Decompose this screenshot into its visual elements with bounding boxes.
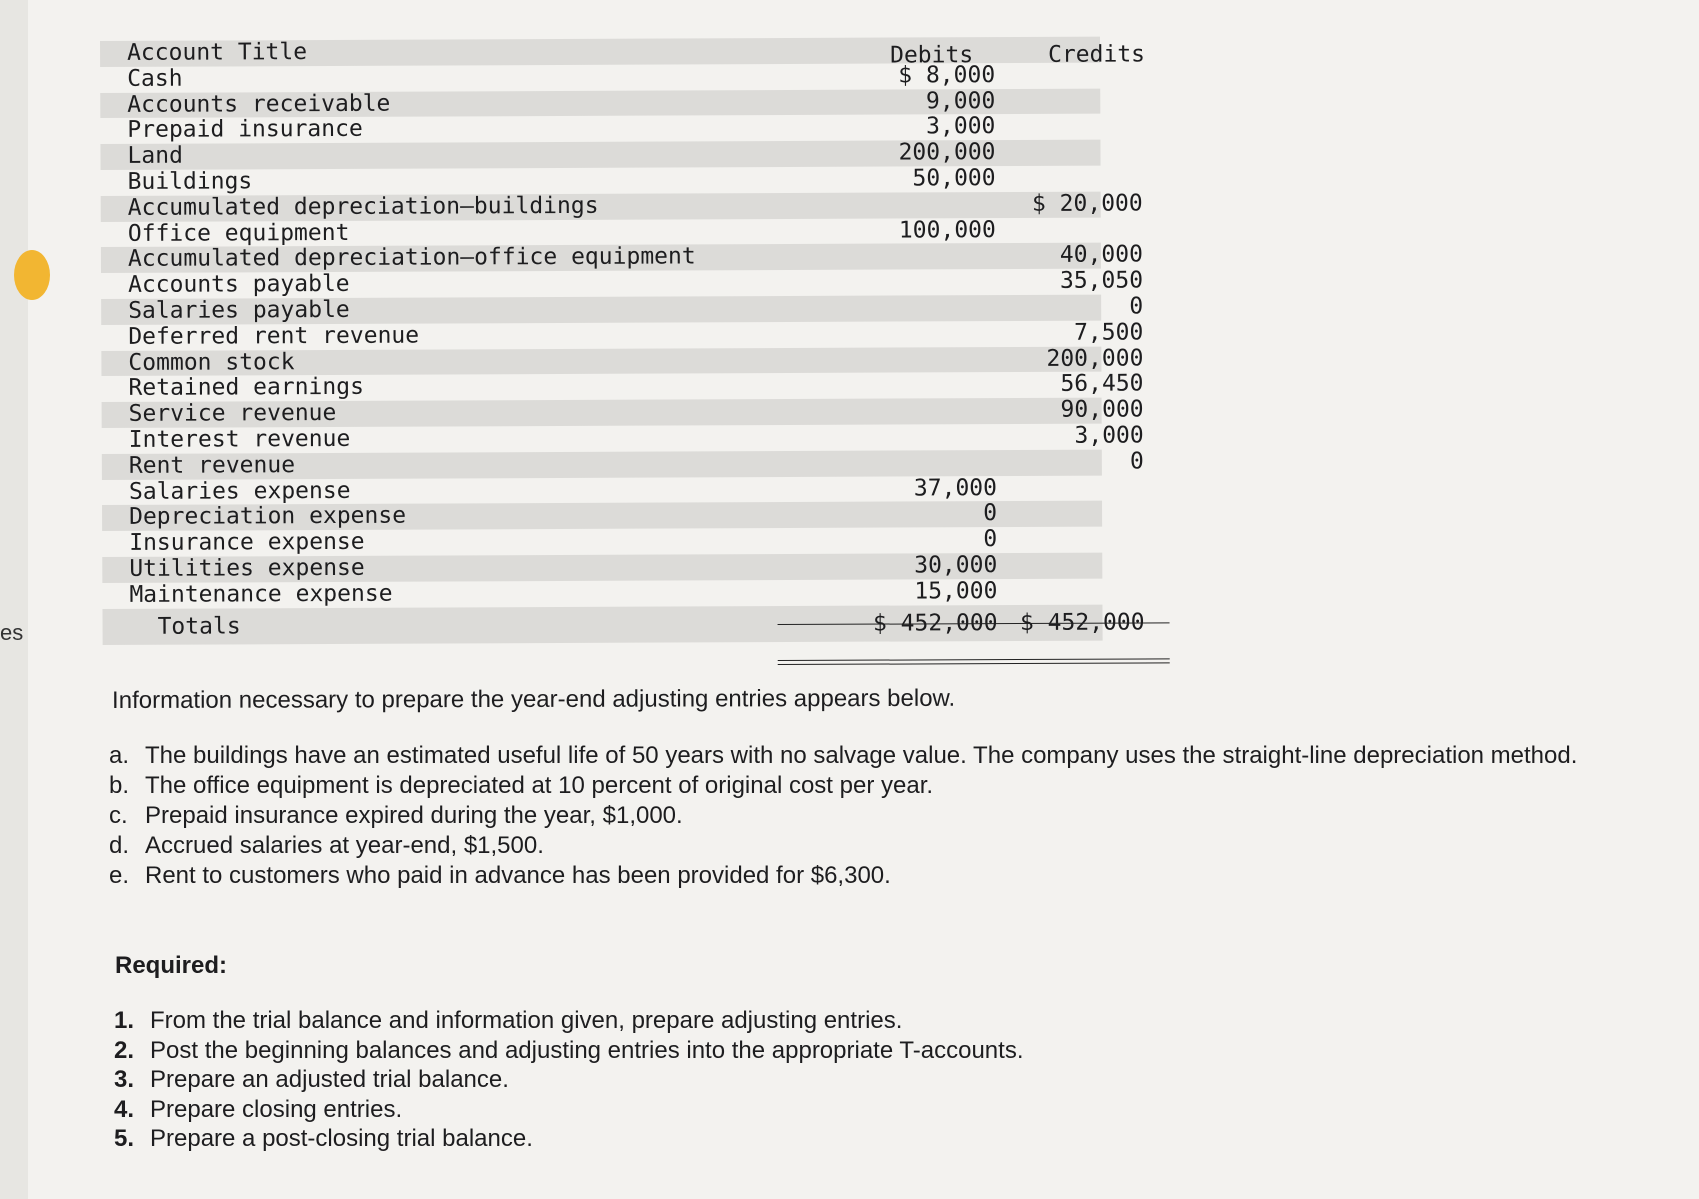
previous-page-edge [0,0,29,1199]
double-total-rule [778,658,1170,665]
yellow-highlight-marker [14,250,50,300]
account-title-cell: Land [127,142,183,170]
credit-cell [1002,578,1144,579]
debit-cell [752,398,997,399]
account-title-cell: Retained earnings [128,374,364,402]
list-item [109,831,1659,861]
list-item-label: d. [109,832,130,859]
account-title-cell: Salaries expense [128,477,351,505]
required-item-text: Prepare a post-closing trial balance. [150,1125,533,1152]
debit-cell: 0 [983,500,998,527]
account-title-cell: Depreciation expense [129,503,407,531]
credit-cell: 40,000 [1059,241,1143,269]
credit-cell [1002,552,1144,553]
debit-cell: $ 8,000 [898,61,996,89]
account-title-cell: Interest revenue [128,425,351,453]
required-item-text: Prepare an adjusted trial balance. [150,1066,509,1093]
account-title-cell: Accumulated depreciation—buildings [127,192,599,221]
list-item-label: e. [109,862,130,889]
cut-off-text: es [0,620,24,645]
totals-label: Totals [157,612,241,640]
credit-cell: 0 [1129,448,1144,475]
credit-cell [1000,140,1142,141]
account-title-cell: Prepaid insurance [127,116,363,144]
info-intro-text: Information necessary to prepare the year-end adjusting entries appears below. [112,684,956,714]
credit-cell: $ 20,000 [1031,190,1143,217]
list-item [109,801,1659,831]
debit-cell: 37,000 [913,474,998,501]
list-item [109,741,1659,771]
list-item-label: b. [109,772,130,799]
account-title-cell: Common stock [128,348,295,376]
list-item-text: Accrued salaries at year-end, $1,500. [145,832,544,859]
debit-cell: 200,000 [898,139,996,166]
required-item [114,1065,1023,1095]
account-title-cell: Buildings [127,168,253,195]
credit-cell: 7,500 [1073,319,1144,346]
debit-cell: 30,000 [914,552,998,579]
debit-cell [751,295,996,296]
trial-balance-table [100,37,1146,645]
required-heading: Required: [115,952,228,979]
list-item-text: The office equipment is depreciated at 10 percent of original cost per year. [145,772,934,799]
account-title-cell: Insurance expense [129,528,365,557]
required-item-text: Post the beginning balances and adjusting entries into the appropriate T-accounts. [150,1036,1024,1064]
account-title-cell: Accumulated depreciation—office equipment [127,243,696,273]
debit-cell [751,243,996,244]
table-body [100,61,1144,608]
debit-cell [751,372,996,373]
debit-cell [751,269,996,270]
list-item [109,861,1659,891]
required-item-number: 5. [114,1125,135,1152]
list-item-label: a. [109,742,130,769]
account-title-cell: Rent revenue [128,451,296,479]
credit-cell [1002,527,1144,528]
account-title-cell: Office equipment [127,219,350,247]
credit-cell: 35,050 [1059,267,1144,294]
account-title-cell: Cash [127,65,183,92]
credit-cell [1002,501,1144,502]
debit-cell: 15,000 [914,577,998,605]
credit-cell [1000,88,1142,89]
credit-cell [1001,165,1143,166]
account-title-cell: Service revenue [128,400,337,428]
required-item [114,1006,1023,1036]
debit-cell [751,321,996,322]
list-item-text: The buildings have an estimated useful life of 50 years with no salvage value. The company uses the straight-line depreciation method. [145,742,1578,769]
account-title-cell: Deferred rent revenue [128,322,420,350]
document-page [28,0,1699,1199]
totals-row [102,604,1145,644]
debit-cell: 3,000 [926,113,996,140]
required-list [114,1006,1023,1154]
credit-cell: 3,000 [1074,422,1144,449]
required-item-text: Prepare closing entries. [150,1095,403,1123]
credit-cell [1000,114,1142,115]
totals-debit: $ 452,000 [872,609,998,637]
required-item [114,1095,1023,1125]
account-title-cell: Maintenance expense [129,580,393,608]
totals-credit: $ 452,000 [1019,608,1145,636]
debit-cell [751,192,996,193]
account-title-cell: Utilities expense [129,554,365,582]
required-item-number: 3. [114,1066,135,1093]
list-item [109,771,1659,801]
list-item-text: Rent to customers who paid in advance has been provided for $6,300. [145,862,891,889]
debit-cell: 0 [983,526,998,553]
debit-cell [751,347,996,348]
header-debits: Debits [890,42,974,69]
list-item-label: c. [109,802,128,829]
debit-cell: 50,000 [912,165,996,192]
account-title-cell: Accounts payable [128,271,350,299]
list-item-text: Prepaid insurance expired during the year, $1,000. [145,802,683,829]
required-item-number: 4. [114,1095,135,1123]
info-intro [112,684,955,716]
credit-cell: 56,450 [1060,370,1144,398]
debit-cell: 9,000 [925,87,996,114]
required-item-number: 2. [114,1036,135,1064]
credit-cell: 200,000 [1046,345,1144,372]
header-credits: Credits [1048,41,1146,68]
credit-cell: 90,000 [1060,396,1144,423]
credit-cell: 0 [1129,293,1144,320]
debit-cell [752,424,997,425]
required-item-text: From the trial balance and information given, prepare adjusting entries. [150,1007,903,1034]
header-account-title: Account Title [126,39,308,66]
debit-cell: 100,000 [898,216,996,244]
account-title-cell: Salaries payable [128,296,350,324]
adjustment-info-list [109,741,1659,891]
debit-cell [752,450,997,451]
required-item-number: 1. [114,1007,135,1034]
required-item [114,1124,1023,1154]
account-title-cell: Accounts receivable [127,90,391,118]
required-item [114,1036,1023,1066]
